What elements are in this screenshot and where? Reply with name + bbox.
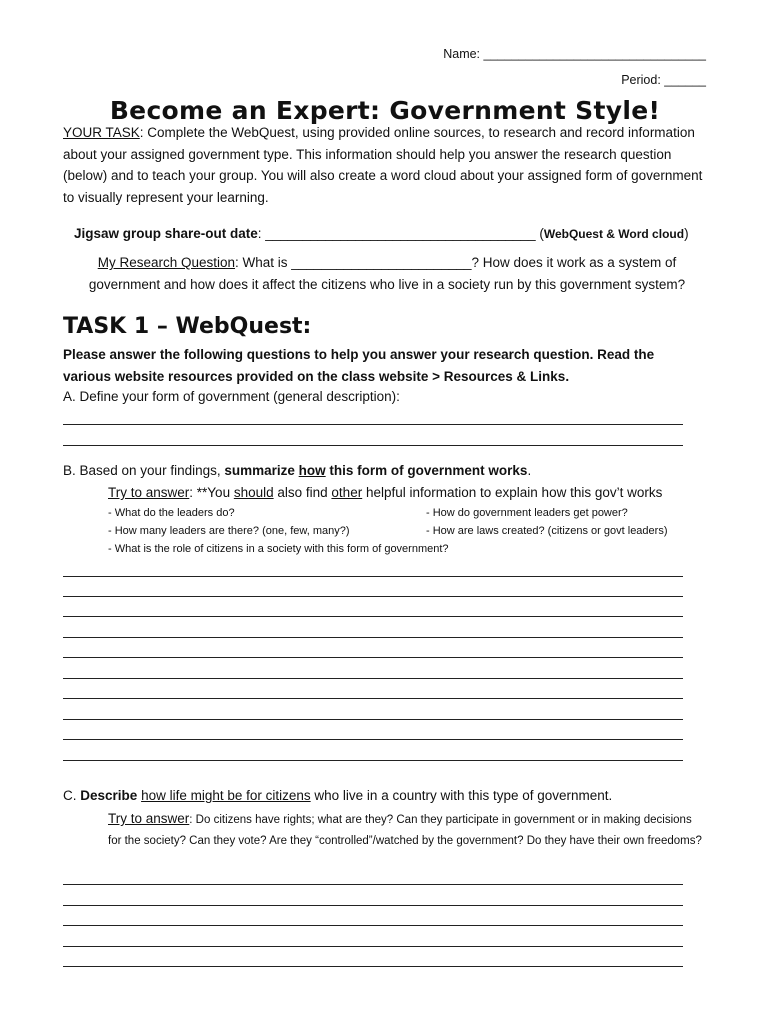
- question-b-should: should: [233, 485, 274, 500]
- your-task-paragraph: [63, 122, 703, 208]
- page-title: Become an Expert: Government Style!: [109, 96, 661, 125]
- question-c-try-text: : Do citizens have rights; what are they? Can they participate in government or in making decisions for the society? Can they vote? Are they “controlled”/watched by the government? Do they have their own freedoms?: [108, 814, 702, 847]
- name-field[interactable]: [443, 47, 706, 61]
- task1-heading: TASK 1 – WebQuest:: [63, 314, 312, 339]
- answer-line-a2[interactable]: [63, 445, 683, 446]
- answer-line-c1[interactable]: [63, 884, 683, 885]
- question-a: A. Define your form of government (general description):: [63, 389, 400, 404]
- answer-line-b8[interactable]: [63, 719, 683, 720]
- bullet-item: - What is the role of citizens in a society with this form of government?: [108, 543, 449, 555]
- task1-instructions: Please answer the following questions to help you answer your research question. Read the various website resources provided on the class website > Resources & Links.: [63, 347, 655, 384]
- answer-line-c3[interactable]: [63, 925, 683, 926]
- question-b-try: [108, 485, 662, 500]
- bullet-item: - How are laws created? (citizens or govt leaders): [426, 525, 668, 537]
- bullet-item: - What do the leaders do?: [108, 507, 235, 519]
- period-blank[interactable]: ______: [664, 73, 706, 87]
- question-b-suffix: .: [527, 463, 532, 478]
- jigsaw-line: [74, 226, 689, 241]
- period-field[interactable]: [621, 73, 706, 87]
- name-label: Name:: [443, 47, 481, 61]
- question-b-prefix: B. Based on your findings,: [63, 463, 225, 478]
- question-c-bold: Describe: [80, 788, 138, 803]
- question-b-try-text2: also find: [273, 485, 332, 500]
- bullet-item: - How many leaders are there? (one, few, many?): [108, 525, 350, 537]
- jigsaw-blank[interactable]: : ____________________________________ (: [257, 226, 544, 241]
- jigsaw-close: ): [684, 226, 689, 241]
- answer-line-a1[interactable]: [63, 424, 683, 425]
- question-b-try-label: Try to answer: [108, 485, 190, 500]
- jigsaw-label: Jigsaw group share-out date: [74, 226, 258, 241]
- question-c-underline: how life might be for citizens: [141, 788, 311, 803]
- question-b-other: other: [331, 485, 363, 500]
- research-question-text: : What is ________________________? How does it work as a system of government and how does it affect the citizens who live in a society run by this government system?: [88, 255, 686, 292]
- question-b: [63, 463, 531, 478]
- answer-line-b5[interactable]: [63, 657, 683, 658]
- question-b-bold1: summarize: [224, 463, 299, 478]
- answer-line-c4[interactable]: [63, 946, 683, 947]
- answer-line-c2[interactable]: [63, 905, 683, 906]
- answer-line-b6[interactable]: [63, 678, 683, 679]
- period-label: Period:: [621, 73, 661, 87]
- question-b-bold2: this form of government works: [325, 463, 528, 478]
- answer-line-b1[interactable]: [63, 576, 683, 577]
- answer-line-b9[interactable]: [63, 739, 683, 740]
- jigsaw-note: WebQuest & Word cloud: [543, 227, 685, 241]
- answer-line-b2[interactable]: [63, 596, 683, 597]
- answer-line-c5[interactable]: [63, 966, 683, 967]
- question-b-how: how: [298, 463, 326, 478]
- research-question: [70, 252, 704, 295]
- question-c-try-label: Try to answer: [108, 811, 190, 826]
- answer-line-b7[interactable]: [63, 698, 683, 699]
- your-task-text: : Complete the WebQuest, using provided online sources, to research and record information about your assigned government type. This information should help you answer the research question (below) and to teach your group. You will also create a word cloud about your assigned form of government to visually represent your learning.: [63, 125, 703, 205]
- question-c-prefix: C.: [63, 788, 81, 803]
- question-c-try: [108, 809, 708, 851]
- research-question-label: My Research Question: [97, 255, 236, 270]
- question-c-suffix: who live in a country with this type of government.: [310, 788, 613, 803]
- question-c: [63, 788, 612, 803]
- answer-line-b4[interactable]: [63, 637, 683, 638]
- answer-line-b10[interactable]: [63, 760, 683, 761]
- bullet-item: - How do government leaders get power?: [426, 507, 628, 519]
- question-b-try-text1: : **You: [189, 485, 234, 500]
- your-task-label: YOUR TASK: [63, 125, 140, 140]
- name-blank[interactable]: ________________________________: [483, 47, 706, 61]
- question-b-try-text3: helpful information to explain how this gov’t works: [362, 485, 663, 500]
- answer-line-b3[interactable]: [63, 616, 683, 617]
